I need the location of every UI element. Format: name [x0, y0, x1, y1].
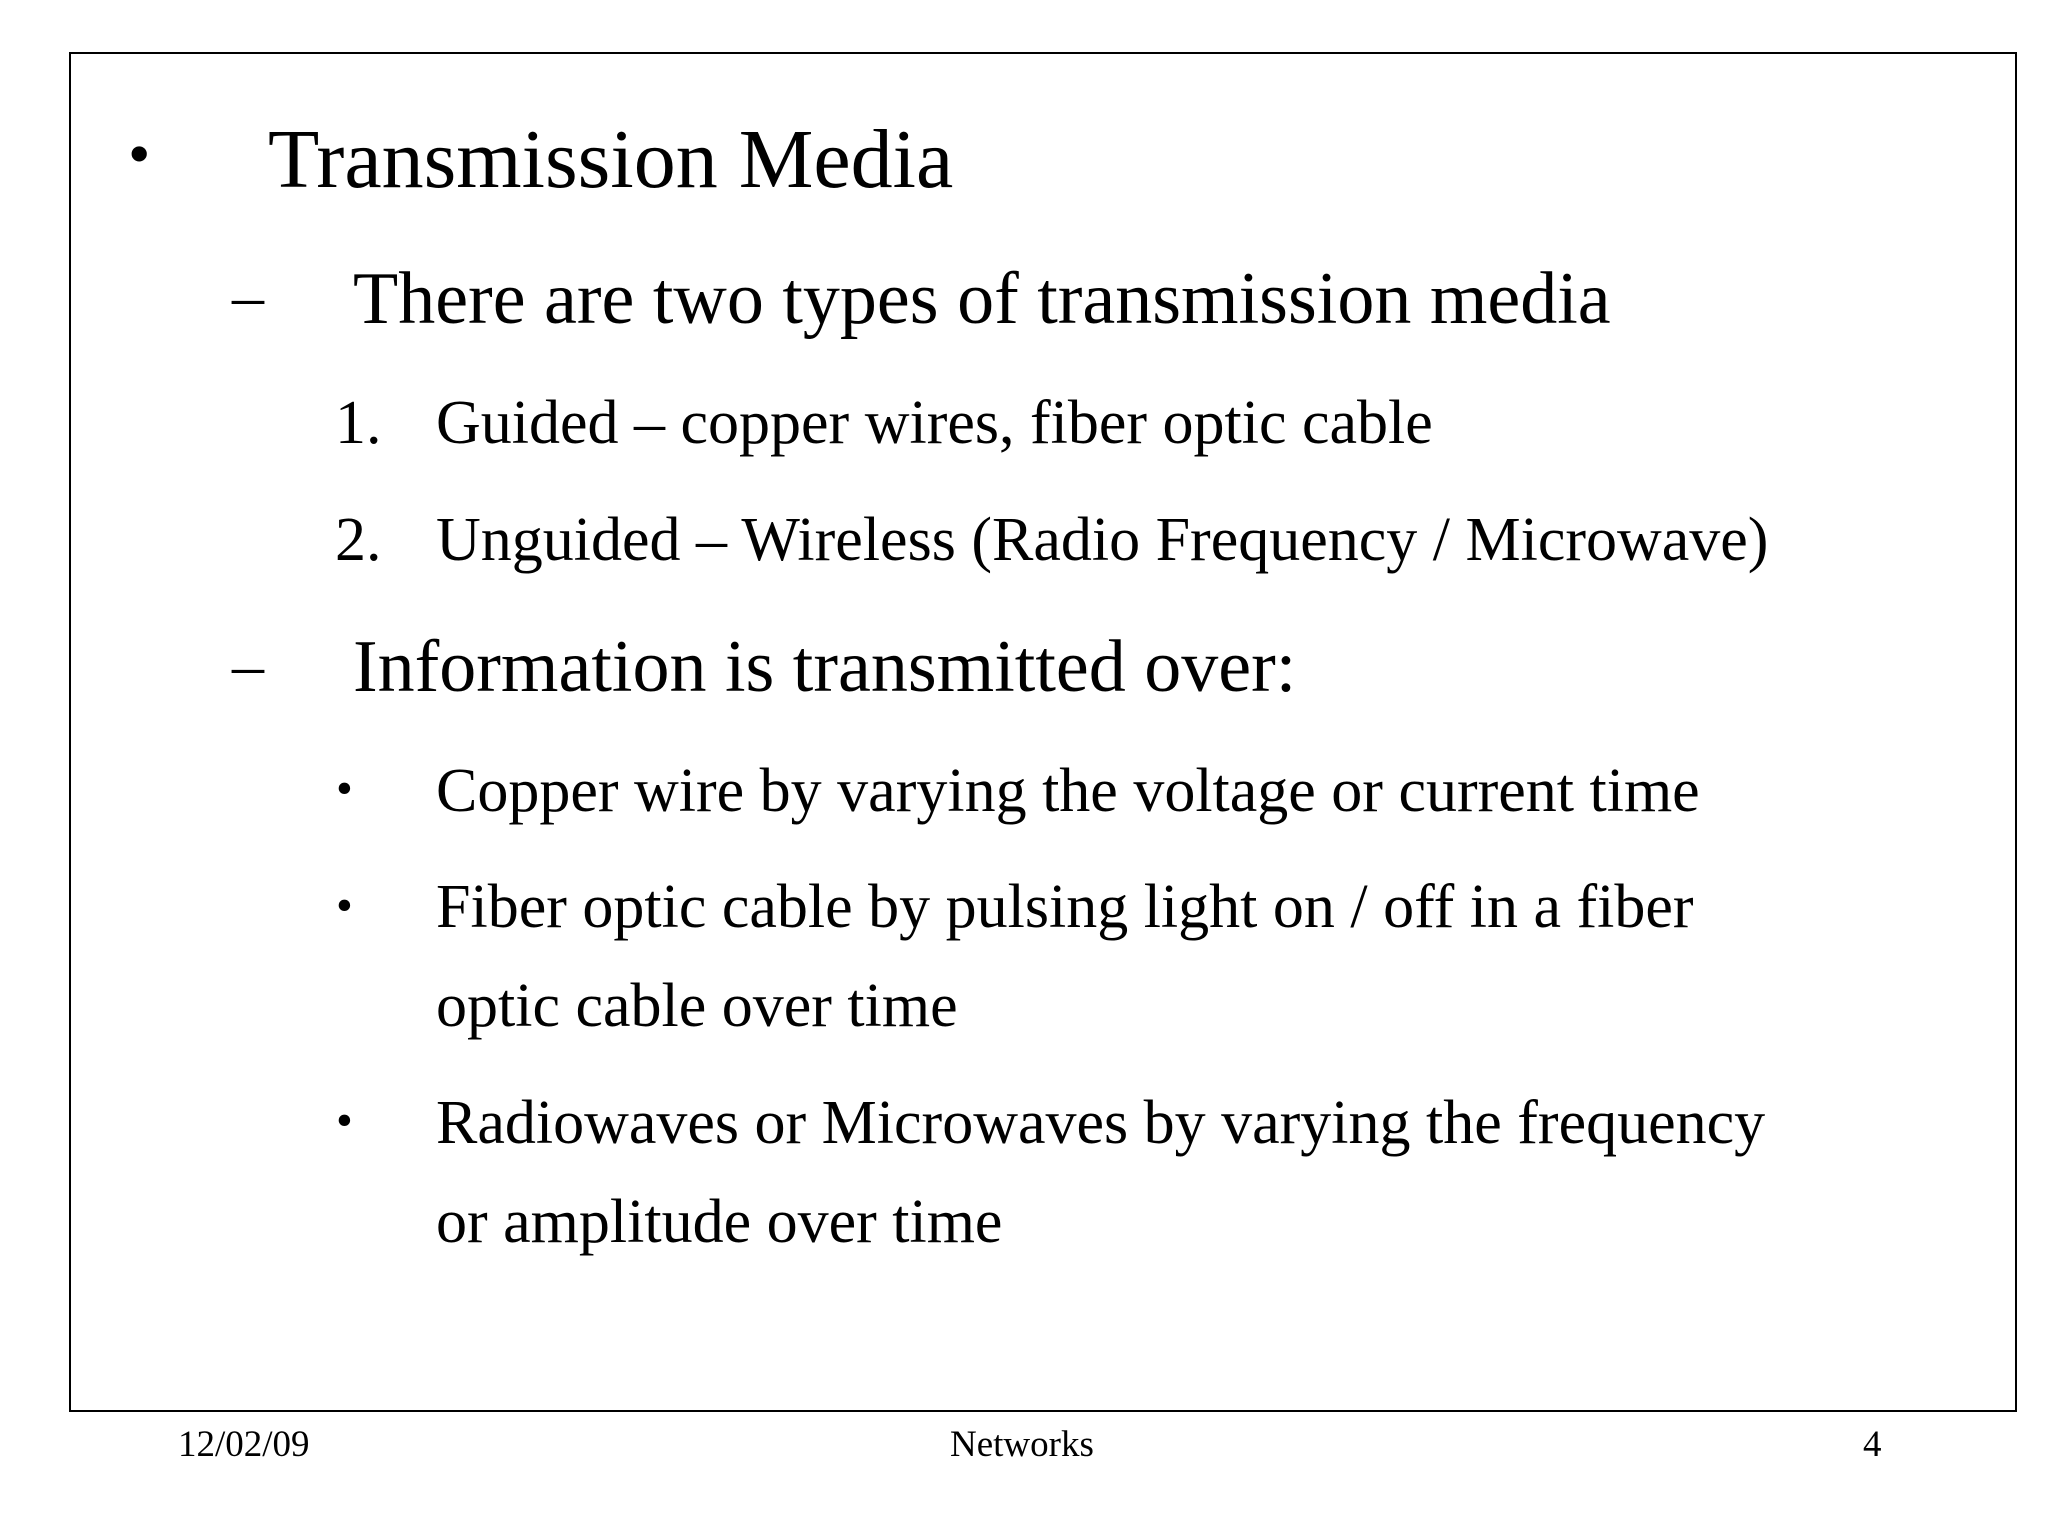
- list-item: Copper wire by varying the voltage or current time: [436, 757, 1700, 825]
- list-item-marker: 1.: [335, 389, 382, 457]
- bullet-marker: •: [336, 1094, 353, 1147]
- bullet-marker: •: [336, 762, 353, 815]
- sub2-dash: –: [232, 629, 264, 700]
- footer-date: 12/02/09: [178, 1424, 310, 1465]
- slide-title: Transmission Media: [268, 113, 954, 206]
- sub1-dash: –: [232, 260, 264, 331]
- sub1-text: There are two types of transmission media: [353, 258, 1611, 340]
- list-item: Guided – copper wires, fiber optic cable: [436, 389, 1433, 457]
- list-item: Radiowaves or Microwaves by varying the frequency: [436, 1089, 1766, 1157]
- bullet-marker: •: [336, 879, 353, 932]
- footer-title: Networks: [950, 1424, 1094, 1465]
- level1-bullet: •: [128, 118, 151, 189]
- slide-frame: [69, 52, 2017, 1412]
- list-item: Fiber optic cable by pulsing light on / off in a fiber: [436, 873, 1694, 941]
- list-item: Unguided – Wireless (Radio Frequency / Microwave): [436, 506, 1769, 574]
- footer-page-number: 4: [1863, 1424, 1882, 1465]
- list-item-continuation: or amplitude over time: [436, 1188, 1003, 1256]
- list-item-marker: 2.: [335, 506, 382, 574]
- sub2-text: Information is transmitted over:: [353, 626, 1297, 708]
- list-item-continuation: optic cable over time: [436, 972, 958, 1040]
